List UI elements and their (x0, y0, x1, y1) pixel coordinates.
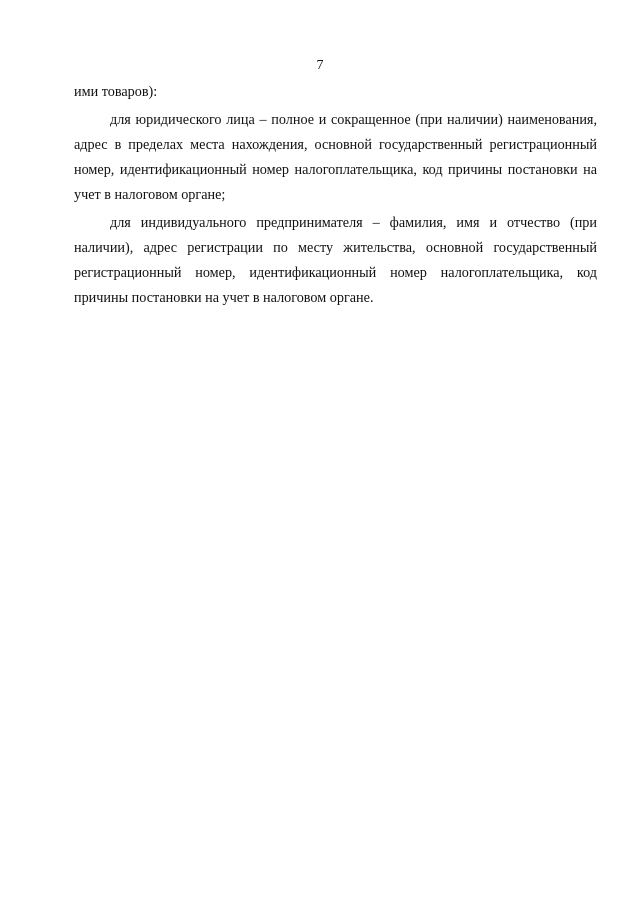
page-number: 7 (316, 58, 324, 73)
paragraph-continuation: ими товаров): (74, 84, 158, 100)
paragraph-legal-entity: для юридического лица – полное и сокращенное (при наличии) наименования, адрес в пределах места нахождения, основной государственный регистрационный номер, идентификационный номер налогоплательщика, код причины постановки на учет в налоговом органе; (74, 112, 597, 203)
document-body (74, 80, 597, 311)
paragraph-individual-entrepreneur: для индивидуального предпринимателя – фамилия, имя и отчество (при наличии), адрес регистрации по месту жительства, основной государственный регистрационный номер, идентификационный номер налогоплательщика, код причины постановки на учет в налоговом органе. (74, 215, 597, 306)
